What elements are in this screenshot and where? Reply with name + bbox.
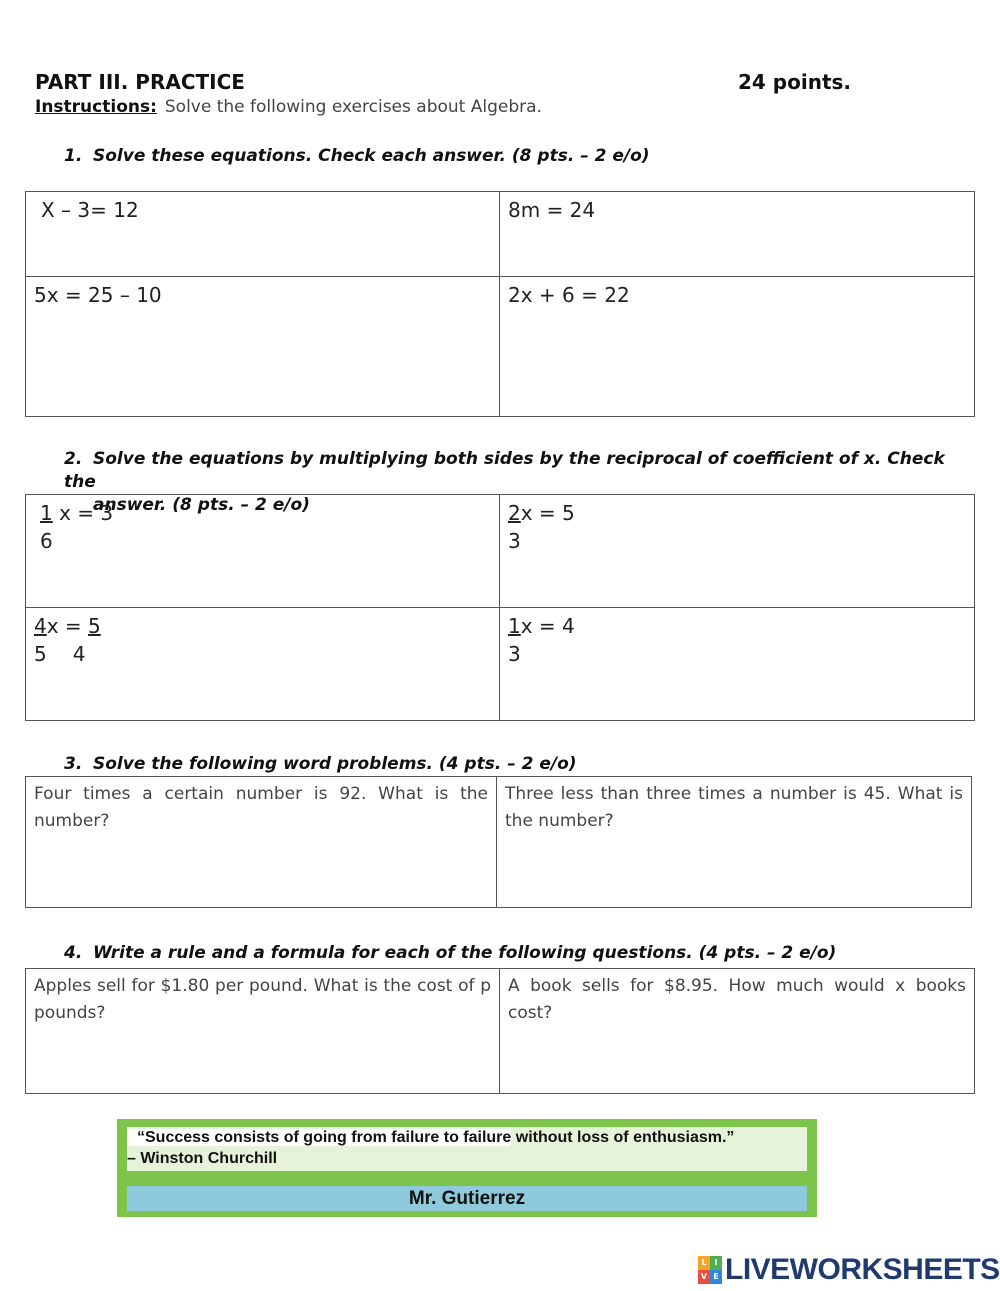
quote-part-1: “Success consists of going from failure to failure [127, 1129, 511, 1146]
logo-text: LIVEWORKSHEETS [725, 1253, 1000, 1286]
question-4-title [64, 942, 836, 965]
fraction-denominator: 6 [40, 529, 53, 553]
question-2-table [25, 494, 975, 721]
equation: 2x + 6 = 22 [508, 283, 630, 307]
equation: 5x = 25 – 10 [34, 283, 162, 307]
answer-cell[interactable] [500, 277, 975, 417]
fraction-numerator: 4 [34, 614, 47, 638]
question-number: 2. [64, 449, 83, 469]
fraction-denominator: 3 [508, 529, 521, 553]
fraction-numerator: 2 [508, 501, 521, 525]
question-1-table [25, 191, 975, 417]
answer-cell[interactable] [26, 608, 500, 721]
fraction-numerator-2: 5 [88, 614, 101, 638]
quote-panel [127, 1127, 807, 1171]
quote-box [117, 1119, 817, 1217]
question-number: 3. [64, 754, 83, 774]
logo-letter: V [698, 1270, 710, 1284]
instructions [35, 97, 542, 117]
word-problem: Three less than three times a number is 45. What is the number? [505, 784, 963, 831]
equation: 8m = 24 [508, 198, 596, 222]
answer-cell[interactable] [500, 608, 975, 721]
liveworksheets-logo[interactable] [698, 1254, 1000, 1286]
quote-text [127, 1127, 807, 1169]
word-problem: Apples sell for $1.80 per pound. What is the cost of p pounds? [34, 976, 491, 1023]
instructions-label: Instructions: [35, 97, 157, 117]
question-3-title [64, 753, 577, 776]
answer-cell[interactable] [26, 969, 500, 1094]
page-title: PART III. PRACTICE [35, 70, 245, 94]
quote-part-2: without loss of enthusiasm.” [511, 1129, 735, 1146]
fraction-numerator: 1 [40, 501, 53, 525]
answer-cell[interactable] [26, 495, 500, 608]
fraction-denominator: 3 [508, 642, 521, 666]
word-problem: A book sells for $8.95. How much would x books cost? [508, 976, 966, 1023]
question-text: Solve the following word problems. (4 pts. – 2 e/o) [93, 754, 577, 774]
answer-cell[interactable] [26, 277, 500, 417]
instructions-text: Solve the following exercises about Algebra. [164, 97, 542, 117]
fraction-denominator: 5 [34, 642, 47, 666]
question-text: Write a rule and a formula for each of the following questions. (4 pts. – 2 e/o) [93, 943, 837, 963]
answer-cell[interactable] [26, 777, 497, 908]
logo-letter: E [710, 1270, 722, 1284]
word-problem: Four times a certain number is 92. What is the number? [34, 784, 488, 831]
question-number: 4. [64, 943, 83, 963]
logo-letter: L [698, 1256, 710, 1270]
answer-cell[interactable] [500, 495, 975, 608]
question-4-table [25, 968, 975, 1094]
logo-icon [698, 1256, 722, 1284]
teacher-name: Mr. Gutierrez [127, 1186, 807, 1211]
question-1-title [64, 145, 650, 168]
equation: X – 3= 12 [41, 198, 139, 222]
question-text: Solve the equations by multiplying both sides by the reciprocal of coefficient of x. Check the [64, 449, 945, 492]
equation-mid: x = [46, 614, 89, 638]
question-text: Solve these equations. Check each answer. (8 pts. – 2 e/o) [93, 146, 650, 166]
logo-letter: I [710, 1256, 722, 1270]
equation-rest: x = 3 [59, 501, 114, 525]
question-text-cont: answer. (8 pts. – 2 e/o) [93, 495, 310, 515]
answer-cell[interactable] [500, 969, 975, 1094]
equation-rest: x = 4 [520, 614, 575, 638]
answer-cell[interactable] [26, 192, 500, 277]
answer-cell[interactable] [497, 777, 972, 908]
fraction-numerator: 1 [508, 614, 521, 638]
equation-rest: x = 5 [520, 501, 575, 525]
fraction-denominator-2: 4 [72, 642, 86, 666]
points-total: 24 points. [738, 70, 852, 94]
question-number: 1. [64, 146, 83, 166]
answer-cell[interactable] [500, 192, 975, 277]
question-3-table [25, 776, 972, 908]
quote-author: – Winston Churchill [127, 1150, 278, 1167]
